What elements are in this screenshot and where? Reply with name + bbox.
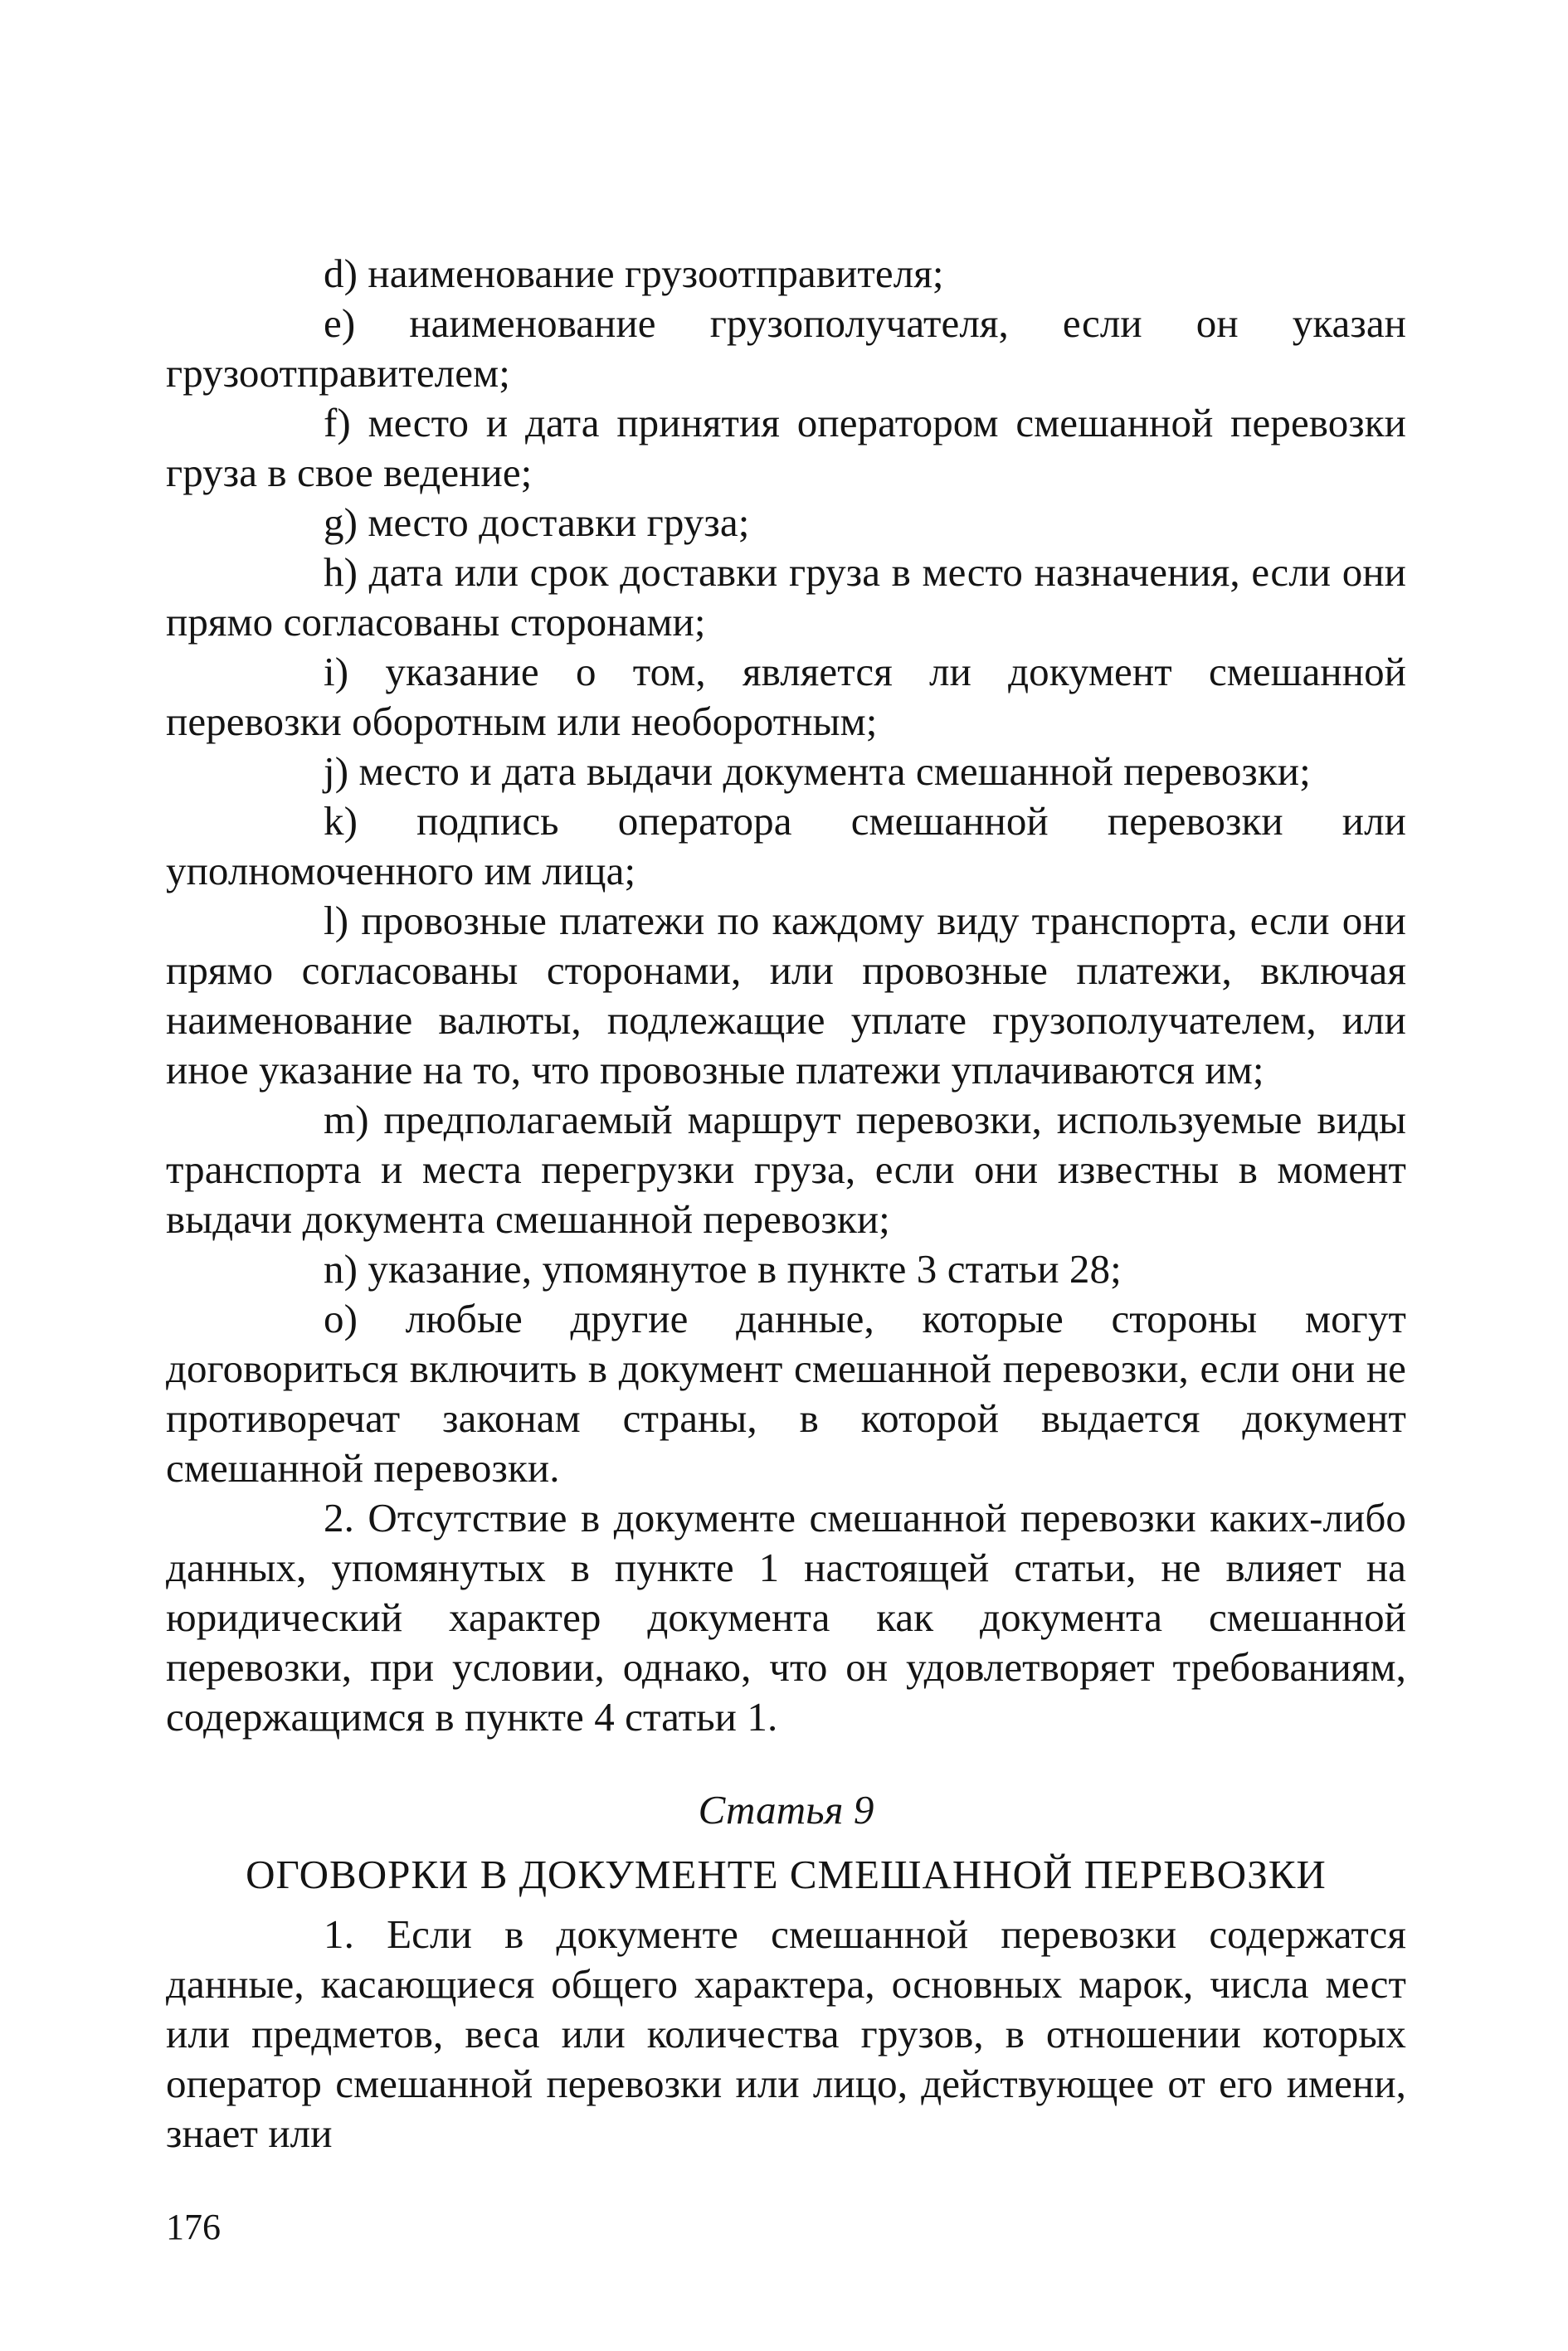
article-title: ОГОВОРКИ В ДОКУМЕНТЕ СМЕШАННОЙ ПЕРЕВОЗКИ	[246, 1852, 1327, 1897]
paragraph-k: k) подпись оператора смешанной перевозки или уполномоченного им лица;	[166, 798, 1406, 893]
page-number: 176	[166, 2207, 221, 2247]
paragraph-e: е) наименование грузополучателя, если он указан грузоотправителем;	[166, 300, 1406, 396]
page-body	[166, 249, 1406, 2159]
paragraph-l: l) провозные платежи по каждому виду транспорта, если они прямо согласованы сторонами, или провозные платежи, включая наименование валюты, подлежащие уплате грузополучателем, или иное указание на то, что провозные платежи уплачиваются им;	[166, 898, 1406, 1093]
article-heading: Статья 9	[698, 1787, 874, 1833]
paragraph-j: j) место и дата выдачи документа смешанной перевозки;	[324, 748, 1311, 794]
paragraph-o: о) любые другие данные, которые стороны могут договориться включить в документ смешанной перевозки, если они не противоречат законам страны, в которой выдается документ смешанной перевозки.	[166, 1296, 1406, 1491]
paragraph-article9-point-1: 1. Если в документе смешанной перевозки содержатся данные, касающиеся общего характера, основных марок, числа мест или предметов, веса или количества грузов, в отношении которых оператор смешанной перевозки или лицо, действующее от его имени, знает или	[166, 1911, 1406, 2156]
paragraph-g: g) место доставки груза;	[324, 499, 750, 545]
paragraph-m: m) предполагаемый маршрут перевозки, используемые виды транспорта и места перегрузки груза, если они известны в момент выдачи документа смешанной перевозки;	[166, 1097, 1406, 1242]
paragraph-point-2: 2. Отсутствие в документе смешанной перевозки каких-либо данных, упомянутых в пункте 1 настоящей статьи, не влияет на юридический характер документа как документа смешанной перевозки, при условии, однако, что он удовлетворяет требованиям, содержащимся в пункте 4 статьи 1.	[166, 1495, 1406, 1740]
paragraph-d: d) наименование грузоотправителя;	[324, 251, 944, 296]
paragraph-h: h) дата или срок доставки груза в место назначения, если они прямо согласованы сторонами;	[166, 549, 1406, 645]
paragraph-n: n) указание, упомянутое в пункте 3 статьи 28;	[324, 1246, 1122, 1292]
paragraph-i: i) указание о том, является ли документ смешанной перевозки оборотным или необоротным;	[166, 649, 1406, 744]
paragraph-f: f) место и дата принятия оператором смешанной перевозки груза в свое ведение;	[166, 400, 1406, 495]
